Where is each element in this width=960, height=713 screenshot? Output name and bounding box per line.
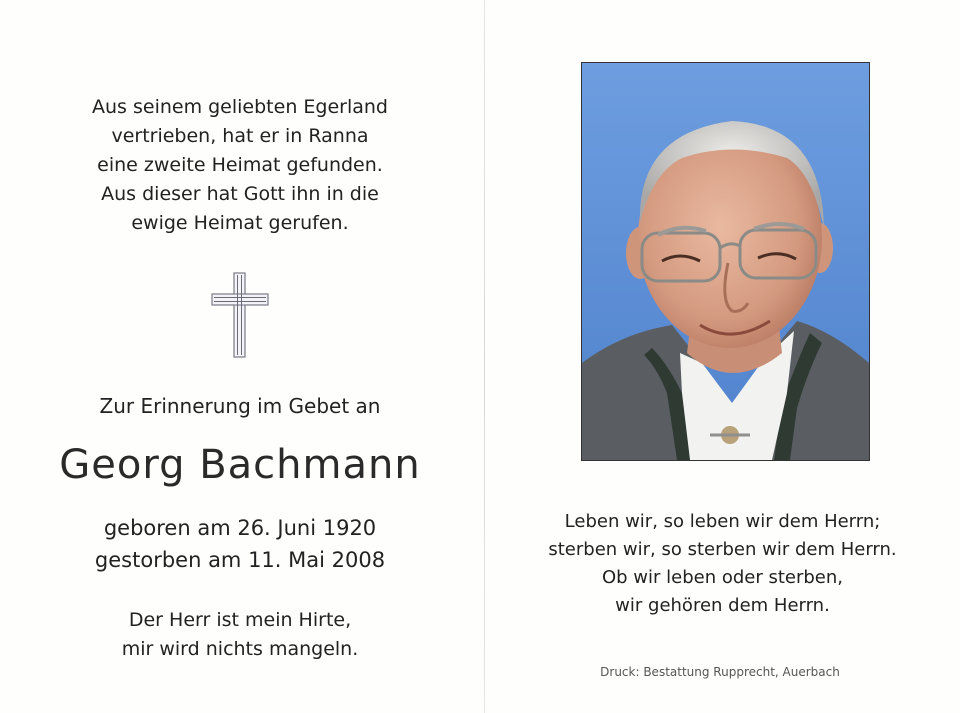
portrait-photo [581,62,870,461]
verse-line: ewige Heimat gerufen. [131,212,349,234]
printer-credit: Druck: Bestattung Rupprecht, Auerbach [600,665,840,679]
psalm-quote [40,606,440,664]
birth-date: geboren am 26. Juni 1920 [103,516,377,540]
remembrance-line: Zur Erinnerung im Gebet an [99,394,381,418]
romans-line: sterben wir, so sterben wir dem Herrn. [548,539,897,560]
romans-line: Leben wir, so leben wir dem Herrn; [564,511,881,532]
life-dates [30,512,450,576]
psalm-line: Der Herr ist mein Hirte, [128,609,352,631]
verse-line: eine zweite Heimat gefunden. [97,154,383,176]
cross-icon [208,272,272,358]
verse-line: Aus dieser hat Gott ihn in die [101,183,379,205]
verse-line: Aus seinem geliebten Egerland [92,96,388,118]
romans-line: Ob wir leben oder sterben, [601,567,844,588]
romans-quote [515,508,930,620]
death-date: gestorben am 11. Mai 2008 [94,548,386,572]
psalm-line: mir wird nichts mangeln. [121,638,359,660]
verse-line: vertrieben, hat er in Ranna [111,125,369,147]
deceased-name: Georg Bachmann [59,442,421,488]
memorial-verse [40,93,440,238]
romans-line: wir gehören dem Herrn. [615,595,830,616]
right-page [485,0,960,713]
